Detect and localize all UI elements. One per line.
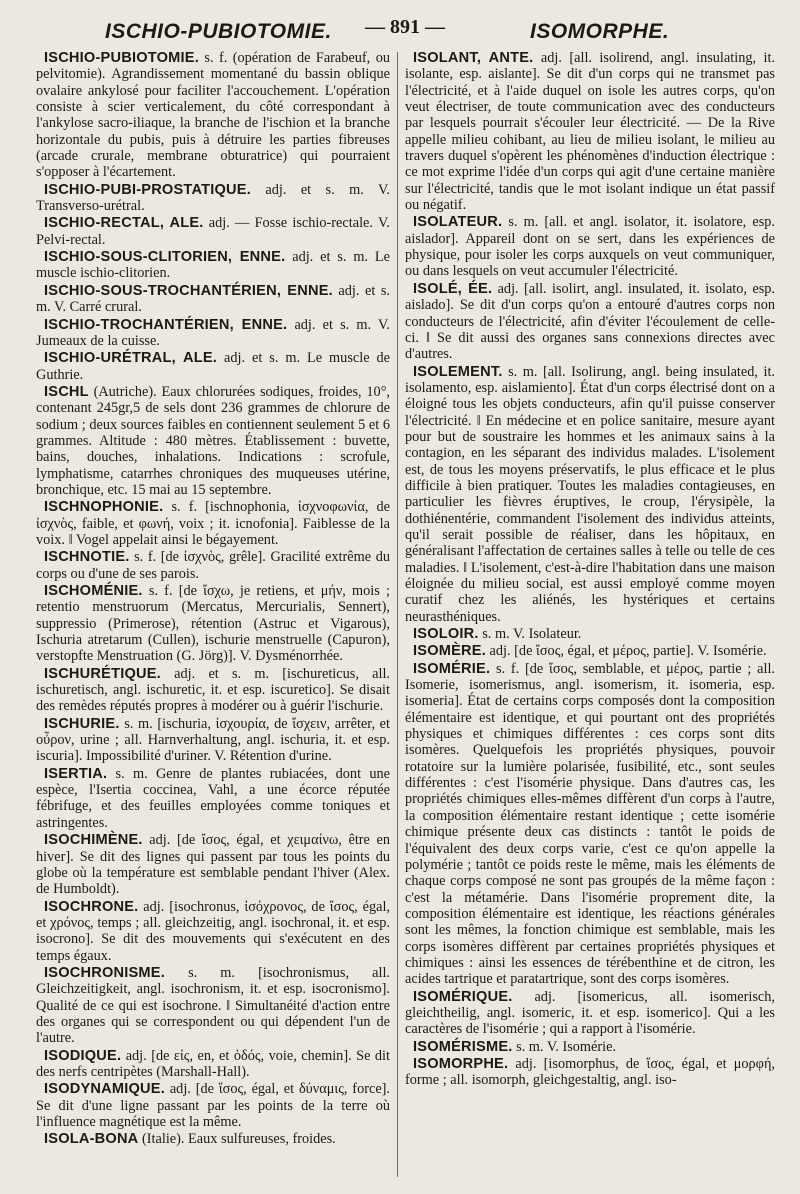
dictionary-entry — [36, 317, 390, 350]
entry-definition: s. f. [de ἰσχνὸς, grêle]. Gracilité extrême du corps ou d'une de ses parois. — [36, 549, 390, 582]
dictionary-entry — [36, 965, 390, 1047]
entry-definition: (Autriche). Eaux chlorurées sodiques, froides, 10°, contenant 245gr,5 de sels dont 236 grammes de chlorure de sodium ; deux sources faibles en contiennent seulement 5 et 6 grammes. Altitude : 480 mètres. Établissement : buvette, bains, douches, inhalations. Indications : scrofule, lymphatisme, catarrhes chroniques des muqueuses utérine, bronchique, etc. 15 mai au 15 septembre. — [36, 383, 390, 498]
entry-headword: ISOLATEUR. — [413, 214, 503, 231]
entry-definition: s. m. [ischuria, ἰσχουρία, de ἴσχειν, arrêter, et οὖρον, urine ; all. Harnverhaltung, angl. ischuria, it. et esp. iscuria]. Impossibilité d'uriner. V. Rétention d'urine. — [36, 715, 390, 765]
dictionary-entry — [36, 832, 390, 897]
entry-definition: s. f. (opération de Farabeuf, ou pelvitomie). Agrandissement momentané du bassin oblique ovalaire ankylosé pour faciliter l'accouchement. L'opération consiste à scier verticalement, du côté correspondant à l'ankylose sacro-iliaque, la branche de l'ischion et la branche horizontale du pubis, puis à détruire les parties fibreuses (arcade crurale, membrane obturatrice) qui pourraient s'opposer à l'écartement. — [36, 50, 390, 181]
entry-definition: s. m. V. Isolateur. — [478, 626, 582, 643]
entry-headword: ISOCHIMÈNE. — [44, 832, 143, 849]
dictionary-entry — [36, 766, 390, 831]
dictionary-entry — [36, 1131, 390, 1147]
entry-headword: ISCHNOPHONIE. — [44, 499, 164, 516]
dictionary-entry — [405, 1056, 775, 1089]
dictionary-entry — [36, 249, 390, 282]
dictionary-entry — [405, 643, 775, 659]
entry-definition: adj. et s. m. Le muscle de Guthrie. — [36, 350, 390, 383]
entry-headword: ISCHURÉTIQUE. — [44, 665, 161, 682]
dictionary-entry — [405, 364, 775, 626]
entry-definition: s. m. [all. et angl. isolator, it. isolatore, esp. aislador]. Appareil dont on se sert, dans les expériences de physique, pour isoler les corps auxquels on veut communiquer, ou dans lesquels on veut accumuler l'électricité. — [405, 214, 775, 280]
entry-definition: s. m. [isochronismus, all. Gleichzeitigkeit, angl. isochronism, it. et esp. isocronismo]. Qualité de ce qui est isochrone. ‖ Simultanéité d'action entre des organes qui se correspondent ou qui dépendent l'un de l'autre. — [36, 964, 390, 1047]
entry-headword: ISODYNAMIQUE. — [44, 1081, 165, 1098]
entry-headword: ISCHIO-RECTAL, ALE. — [44, 215, 204, 232]
entry-definition: adj. [de εἰς, en, et ὁδός, voie, chemin]. Se dit des nerfs centripètes (Marshall-Hall). — [36, 1047, 390, 1080]
entry-headword: ISOLEMENT. — [413, 363, 503, 380]
entry-definition: adj. et s. m. V. Carré crural. — [36, 282, 390, 316]
dictionary-entry — [405, 281, 775, 363]
entry-headword: ISCHURIE. — [44, 715, 120, 732]
entry-definition: adj. [all. isolirend, angl. insulating, it. isolante, esp. aislante]. Se dit d'un corps qui ne transmet pas l'électricité, et à l'aide duquel on isole les autres corps, qu'on veut électriser, de toute communication avec des conducteurs par lesquels pourrait s'écouler leur électricité. — De la Rive appelle milieu cohibant, au lieu de milieu isolant, le milieu au travers duquel s'opèrent les phénomènes d'induction électrique : ce mot exprime l'idée d'un corps qui agit d'une certaine manière sur l'électricité, tandis que le mot isolant indique un état passif ou négatif. — [405, 50, 775, 214]
entry-definition: adj. et s. m. Le muscle ischio-clitorien. — [36, 249, 390, 282]
entry-definition: adj. et s. m. V. Transverso-urétral. — [36, 181, 390, 215]
entry-headword: ISCHL — [44, 383, 89, 400]
entry-headword: ISOMÉRIQUE. — [413, 988, 513, 1005]
entry-headword: ISOCHRONE. — [44, 898, 139, 915]
dictionary-entry — [405, 989, 775, 1038]
entry-headword: ISOLÉ, ÉE. — [413, 280, 493, 297]
dictionary-entry — [36, 716, 390, 765]
column-divider — [397, 52, 398, 1177]
page-number: — 891 — — [365, 16, 445, 38]
dictionary-entry — [36, 499, 390, 548]
entry-headword: ISOLOIR. — [413, 626, 479, 643]
entry-definition: s. f. [ischnophonia, ἰσχνοφωνία, de ἰσχνὸς, faible, et φωνή, voix ; it. icnofonia]. Faiblesse de la voix. ‖ Vogel appelait ainsi le bégayement. — [36, 499, 390, 548]
entry-headword: ISCHOMÉNIE. — [44, 583, 143, 599]
dictionary-entry — [36, 215, 390, 248]
entry-definition: s. f. [de ἴσος, semblable, et μέρος, partie ; all. Isomerie, isomerismus, angl. isomerism, it. isomeria, esp. isomeria]. État de certains corps composés dont la composition élémentaire est identique, et qui pourtant ont des propriétés physiques et chimiques différentes : ces corps sont dits isomères. Quelquefois les propriétés physiques, pouvoir rotatoire sur la lumière polarisée, fusibilité, etc., sont seules différentes : c'est l'isomérie physique. Dans d'autres cas, les propriétés chimiques elles-mêmes diffèrent d'un corps à l'autre, la composition élémentaire restant identique ; cette isomérie chimique présente deux cas distincts : tantôt le poids de l'équivalent des deux corps varie, c'est ce qu'on appelle la polymérie ; tantôt ce poids reste le même, mais les éléments de chaque corps composé ne sont pas groupés de la même façon : c'est la métamérie. Dans l'isomérie proprement dite, la composition élémentaire est identique, les réactions générales sont les mêmes, la fonction chimique est semblable, mais les corps isomères diffèrent par certaines propriétés physiques et chimiques : ainsi les essences de térébenthine et de citron, les acides tartrique et paratartrique, sont des corps isomères. — [405, 660, 775, 988]
entry-headword: ISODIQUE. — [44, 1047, 122, 1064]
left-column — [36, 50, 390, 1180]
dictionary-entry — [405, 50, 775, 213]
entry-definition: adj. et s. m. [ischureticus, all. ischuretisch, angl. ischuretic, it. et esp. iscuretico]. Se disait des remèdes réputés propres à modérer ou à guérir l'ischurie. — [36, 665, 390, 715]
dictionary-entry — [405, 214, 775, 279]
entry-headword: ISCHIO-TROCHANTÉRIEN, ENNE. — [44, 316, 288, 333]
dictionary-entry — [36, 384, 390, 498]
entry-definition: s. m. Genre de plantes rubiacées, dont une espèce, l'Isertia coccinea, Vahl, a une écorce réputée fébrifuge, et des feuilles employées comme toniques et astringentes. — [36, 765, 390, 831]
entry-headword: ISOLANT, ANTE. — [413, 50, 534, 66]
entry-headword: ISOMORPHE. — [413, 1055, 509, 1072]
entry-headword: ISCHIO-SOUS-CLITORIEN, ENNE. — [44, 249, 286, 266]
entry-headword: ISCHNOTIE. — [44, 549, 130, 566]
dictionary-entry — [36, 350, 390, 383]
entry-headword: ISOMÈRE. — [413, 643, 486, 660]
right-column — [405, 50, 775, 1180]
entry-definition: adj. [isomericus, all. isomerisch, gleichtheilig, angl. isomeric, it. et esp. isomerico]. Qui a les caractères de l'isomérie ; qui a rapport à l'isomérie. — [405, 988, 775, 1038]
dictionary-entry — [36, 182, 390, 215]
entry-definition: s. f. [de ἴσχω, je retiens, et μήν, mois ; retentio menstruorum (Mercatus, Mercurialis, Sennert), suppressio (Primerose), rétention (Astruc et Vigarous), Ischuria atretarum (Cullen), ischurie menstruelle (Capuron), verstopfte Menstruation (G. Jörg)]. V. Dysménorrhée. — [36, 583, 390, 665]
entry-definition: adj. [de ἴσος, égal, et χειμαίνω, être en hiver]. Se dit des lignes qui passent par tous les points du globe où la température est semblable pendant l'hiver (Alex. de Humboldt). — [36, 832, 390, 898]
dictionary-entry — [36, 549, 390, 582]
entry-definition: (Italie). Eaux sulfureuses, froides. — [138, 1131, 336, 1148]
dictionary-entry — [36, 1081, 390, 1130]
entry-headword: ISOMÉRIE. — [413, 660, 491, 677]
header-first-entry: ISCHIO-PUBIOTOMIE. — [105, 20, 332, 43]
header-last-entry: ISOMORPHE. — [530, 20, 670, 43]
entry-definition: adj. et s. m. V. Jumeaux de la cuisse. — [36, 316, 390, 349]
dictionary-entry — [36, 50, 390, 181]
entry-definition: s. m. V. Isomérie. — [512, 1038, 617, 1055]
dictionary-entry — [36, 666, 390, 715]
dictionary-entry — [405, 626, 775, 642]
running-header — [0, 14, 800, 50]
entry-definition: adj. — Fosse ischio-rectale. V. Pelvi-rectal. — [36, 215, 390, 248]
entry-headword: ISOLA-BONA — [44, 1131, 139, 1148]
entry-definition: adj. [de ἴσος, égal, et δύναμις, force]. Se dit d'une ligne passant par les points de la terre où l'influence magnétique est la même. — [36, 1081, 390, 1130]
dictionary-entry — [36, 1048, 390, 1081]
dictionary-entry — [36, 283, 390, 316]
entry-headword: ISCHIO-URÉTRAL, ALE. — [44, 350, 218, 367]
entry-definition: s. m. [all. Isolirung, angl. being insulated, it. isolamento, esp. aislamiento]. État d'un corps électrisé dont on a éloigné tous les objets conducteurs, afin qu'il puisse conserver l'électricité. ‖ En médecine et en police sanitaire, mesure ayant pour but de soustraire les hommes et les animaux sains à la contagion, en les séparant des individus malades. L'isolement est, de tous les moyens préservatifs, le plus efficace et le plus difficile à bien pratiquer. Toutes les maladies contagieuses, en particulier les fièvres éruptives, le croup, l'érysipèle, la dothiénentérie, commandent l'isolement des individus atteints, qu'il serait possible de réaliser, dans les hôpitaux, en généralisant l'affectation de certaines salles à telle ou telle de ces maladies. ‖ L'isolement, c'est-à-dire l'habitation dans une maison éloignée du milieu social, est aussi employé comme moyen curatif chez les aliénés, les hystériques et certains neurasthéniques. — [405, 363, 775, 625]
entry-headword: ISOCHRONISME. — [44, 964, 165, 981]
entry-definition: adj. [all. isolirt, angl. insulated, it. isolato, esp. aislado]. Se dit d'un corps qu'on a entouré d'autres corps non conducteurs de l'électricité, afin d'éviter l'écoulement de celle-ci. ‖ Se dit aussi des organes sans connexions directes avec d'autres. — [405, 280, 775, 363]
dictionary-entry — [405, 661, 775, 988]
dictionary-entry — [36, 899, 390, 964]
entry-headword: ISCHIO-PUBI-PROSTATIQUE. — [44, 181, 251, 198]
entry-definition: adj. [de ἴσος, égal, et μέρος, partie]. V. Isomérie. — [485, 643, 767, 660]
entry-definition: adj. [isomorphus, de ἴσος, égal, et μορφή, forme ; all. isomorph, gleichgestaltig, angl. iso- — [405, 1055, 775, 1089]
entry-headword: ISERTIA. — [44, 765, 108, 782]
entry-headword: ISOMÉRISME. — [413, 1038, 513, 1055]
entry-headword: ISCHIO-PUBIOTOMIE. — [44, 50, 199, 66]
entry-definition: adj. [isochronus, ἰσόχρονος, de ἴσος, égal, et χρόνος, temps ; all. gleichzeitig, angl. isochronal, it. et esp. isocrono]. Se dit des mouvements qui s'exécutent en des temps égaux. — [36, 898, 390, 964]
dictionary-entry — [36, 583, 390, 665]
entry-headword: ISCHIO-SOUS-TROCHANTÉRIEN, ENNE. — [44, 282, 333, 299]
dictionary-entry — [405, 1039, 775, 1055]
